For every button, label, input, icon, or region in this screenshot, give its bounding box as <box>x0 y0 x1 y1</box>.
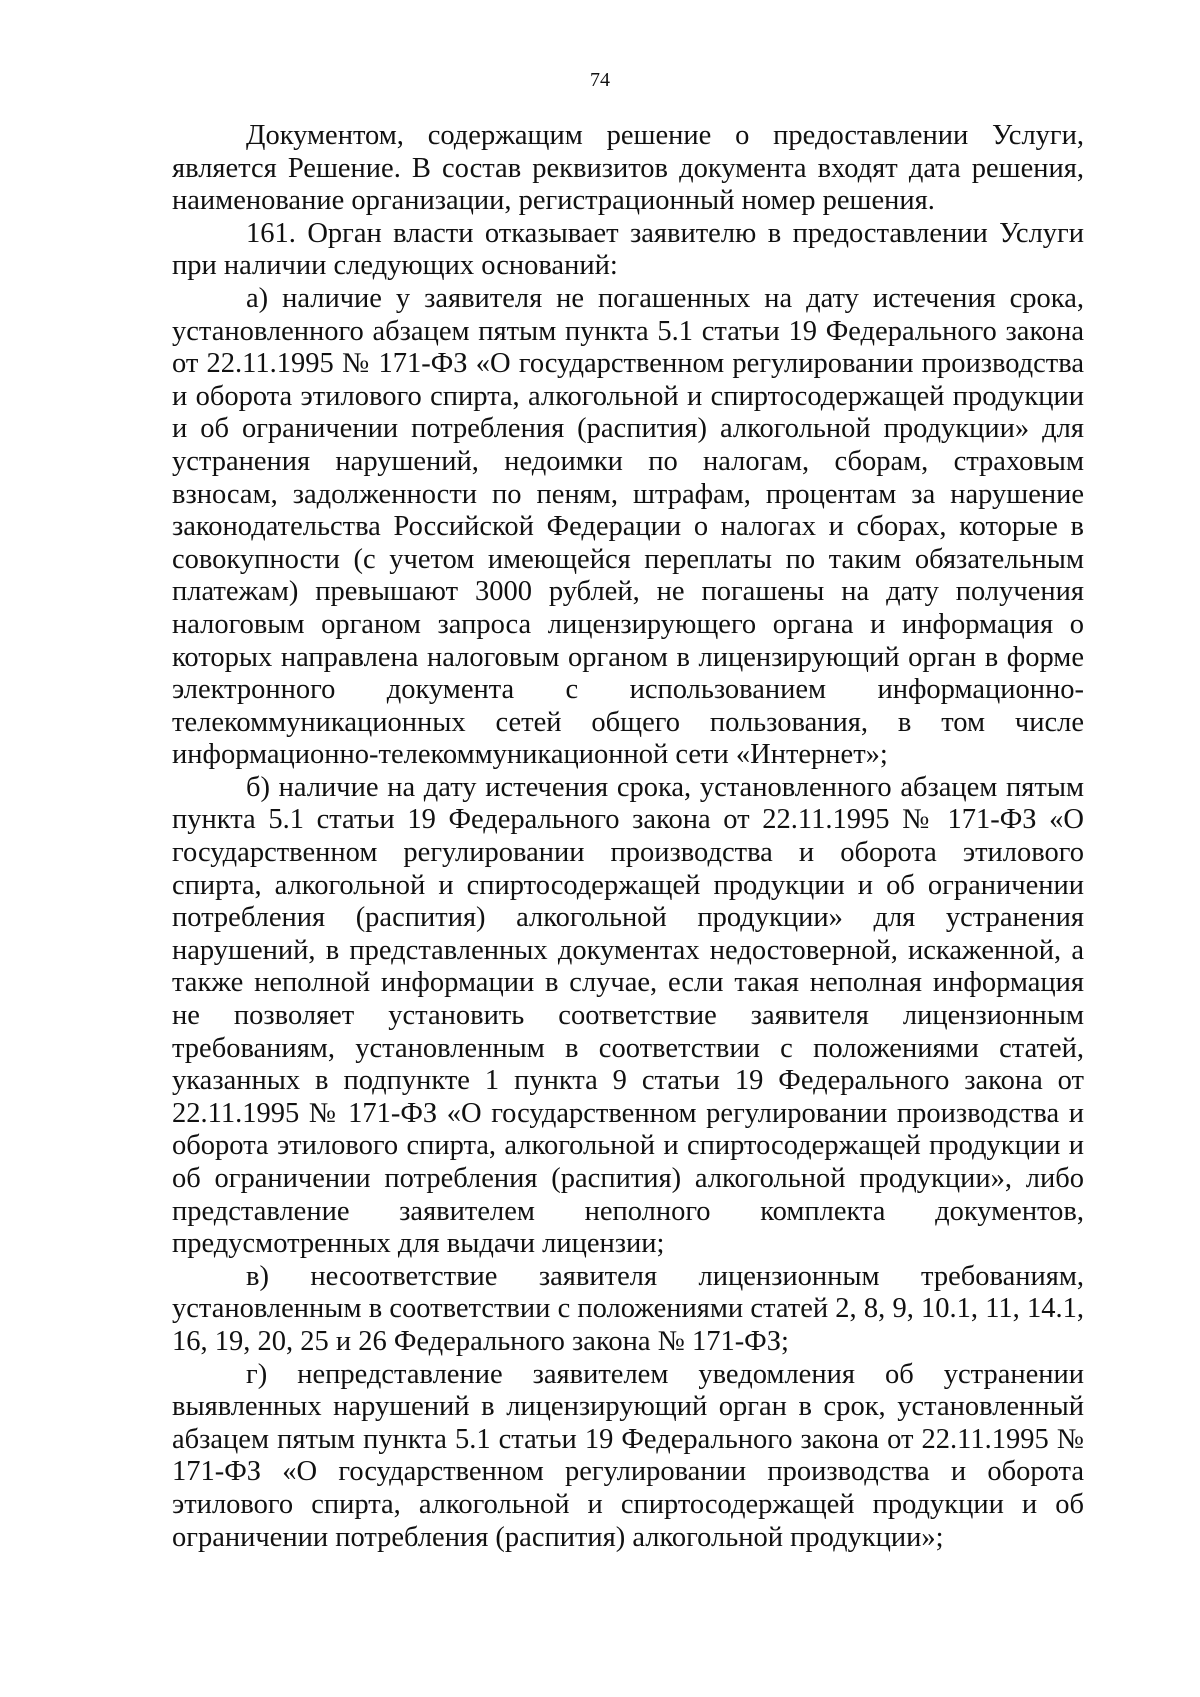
paragraph-decision-document: Документом, содержащим решение о предоставлении Услуги, является Решение. В состав реквизитов документа входят дата решения, наименование организации, регистрационный номер решения. <box>172 120 1084 217</box>
document-body <box>172 120 1084 1554</box>
paragraph-ground-a: а) наличие у заявителя не погашенных на дату истечения срока, установленного абзацем пятым пункта 5.1 статьи 19 Федерального закона от 22.11.1995 № 171-ФЗ «О государственном регулировании производства и оборота этилового спирта, алкогольной и спиртосодержащей продукции и об ограничении потребления (распития) алкогольной продукции» для устранения нарушений, недоимки по налогам, сборам, страховым взносам, задолженности по пеням, штрафам, процентам за нарушение законодательства Российской Федерации о налогах и сборах, которые в совокупности (с учетом имеющейся переплаты по таким обязательным платежам) превышают 3000 рублей, не погашены на дату получения налоговым органом запроса лицензирующего органа и информация о которых направлена налоговым органом в лицензирующий орган в форме электронного документа с использованием информационно-телекоммуникационных сетей общего пользования, в том числе информационно-телекоммуникационной сети «Интернет»; <box>172 282 1084 771</box>
paragraph-ground-v: в) несоответствие заявителя лицензионным требованиям, установленным в соответствии с положениями статей 2, 8, 9, 10.1, 11, 14.1, 16, 19, 20, 25 и 26 Федерального закона № 171-ФЗ; <box>172 1260 1084 1357</box>
paragraph-ground-b: б) наличие на дату истечения срока, установленного абзацем пятым пункта 5.1 статьи 19 Федерального закона от 22.11.1995 № 171-ФЗ «О государственном регулировании производства и оборота этилового спирта, алкогольной и спиртосодержащей продукции и об ограничении потребления (распития) алкогольной продукции» для устранения нарушений, в представленных документах недостоверной, искаженной, а также неполной информации в случае, если такая неполная информация не позволяет установить соответствие заявителя лицензионным требованиям, установленным в соответствии с положениями статей, указанных в подпункте 1 пункта 9 статьи 19 Федерального закона от 22.11.1995 № 171-ФЗ «О государственном регулировании производства и оборота этилового спирта, алкогольной и спиртосодержащей продукции и об ограничении потребления (распития) алкогольной продукции», либо представление заявителем неполного комплекта документов, предусмотренных для выдачи лицензии; <box>172 771 1084 1260</box>
paragraph-ground-g: г) непредставление заявителем уведомления об устранении выявленных нарушений в лицензирующий орган в срок, установленный абзацем пятым пункта 5.1 статьи 19 Федерального закона от 22.11.1995 № 171-ФЗ «О государственном регулировании производства и оборота этилового спирта, алкогольной и спиртосодержащей продукции и об ограничении потребления (распития) алкогольной продукции»; <box>172 1358 1084 1553</box>
page-number: 74 <box>590 69 610 91</box>
paragraph-161-refusal-grounds: 161. Орган власти отказывает заявителю в предоставлении Услуги при наличии следующих оснований: <box>172 217 1084 282</box>
